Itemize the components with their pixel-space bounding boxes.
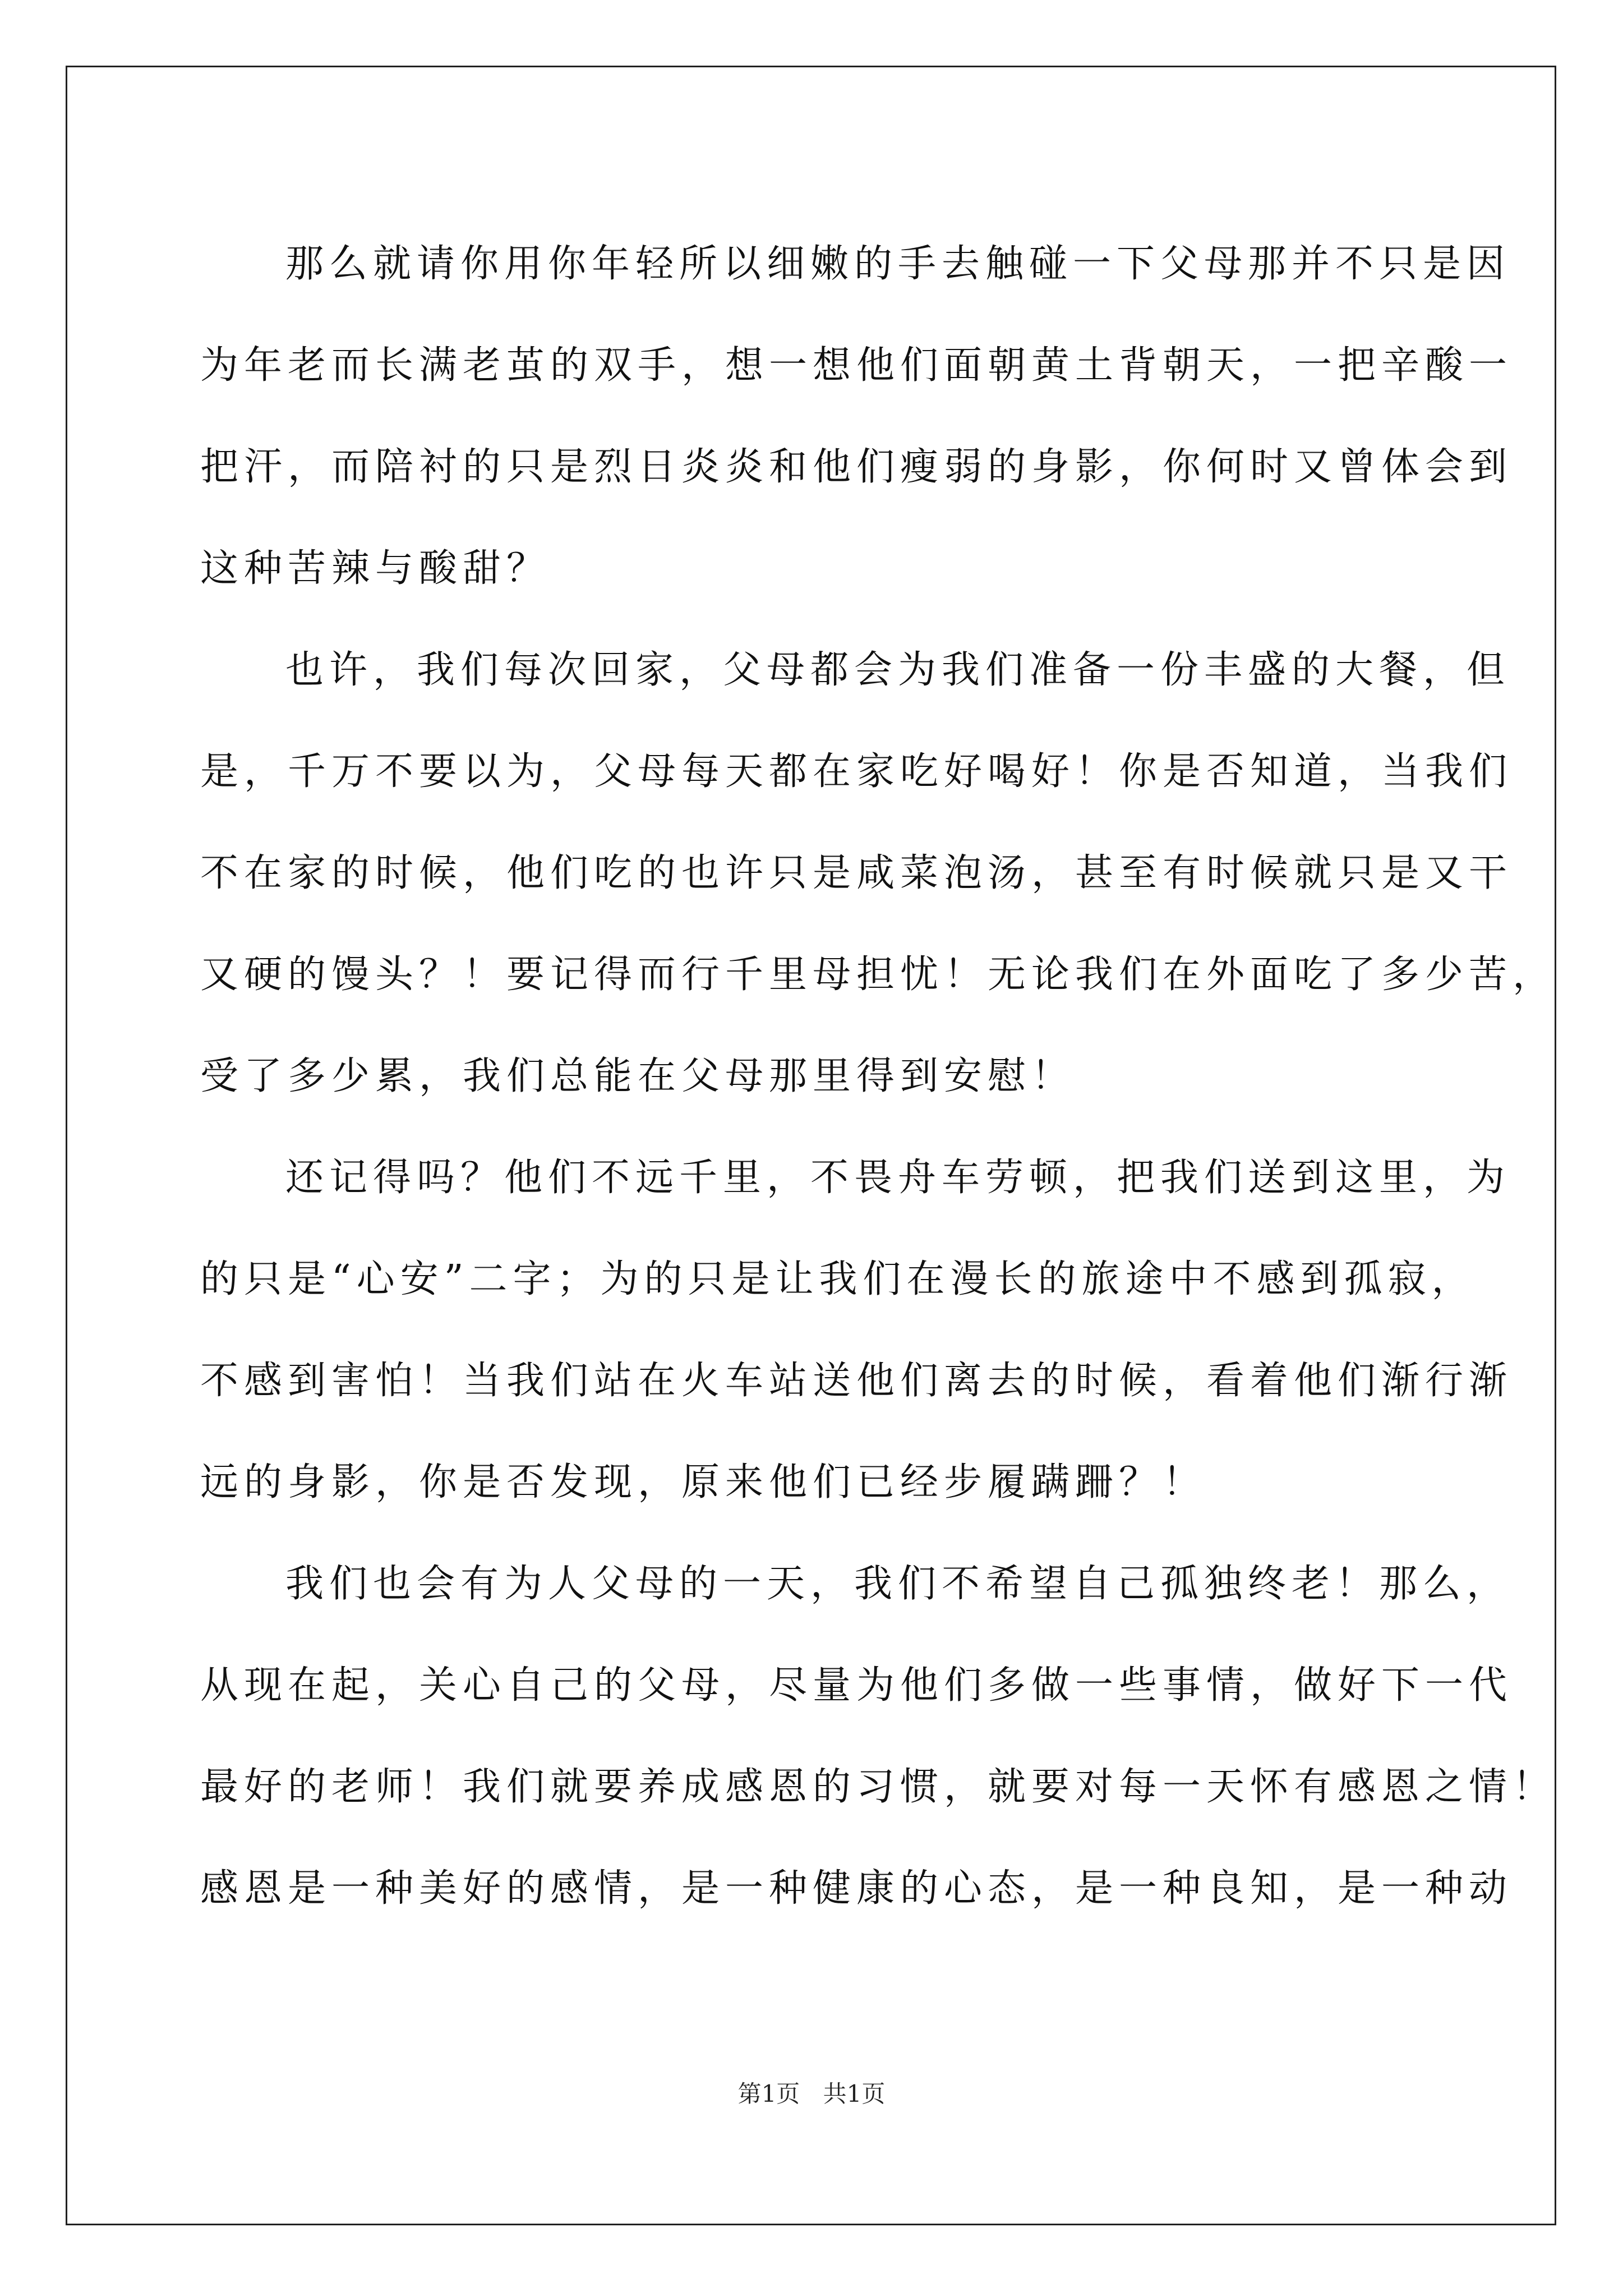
paragraph-line: 把汗，而陪衬的只是烈日炎炎和他们瘦弱的身影，你何时又曾体会到 [200, 445, 1513, 489]
paragraph-line: 是，千万不要以为，父母每天都在家吃好喝好！你是否知道，当我们 [200, 749, 1513, 794]
paragraph-line: 那么就请你用你年轻所以细嫩的手去触碰一下父母那并不只是因 [285, 242, 1511, 286]
paragraph-line: 的只是“心安”二字；为的只是让我们在漫长的旅途中不感到孤寂， [200, 1257, 1476, 1301]
paragraph-line: 不感到害怕！当我们站在火车站送他们离去的时候，看着他们渐行渐 [200, 1359, 1513, 1403]
paragraph-line: 最好的老师！我们就要养成感恩的习惯，就要对每一天怀有感恩之情！ [200, 1765, 1557, 1809]
page-number: 第1页 [737, 2080, 800, 2108]
paragraph-line: 从现在起，关心自己的父母，尽量为他们多做一些事情，做好下一代 [200, 1663, 1513, 1708]
paragraph-line: 也许，我们每次回家，父母都会为我们准备一份丰盛的大餐，但 [285, 648, 1511, 692]
paragraph-line: 受了多少累，我们总能在父母那里得到安慰！ [200, 1054, 1076, 1098]
paragraph-line: 远的身影，你是否发现，原来他们已经步履蹒跚？！ [200, 1460, 1207, 1504]
paragraph-line: 不在家的时候，他们吃的也许只是咸菜泡汤，甚至有时候就只是又干 [200, 851, 1513, 895]
paragraph-line: 这种苦辣与酸甜？ [200, 546, 551, 591]
document-body [200, 213, 1557, 1939]
paragraph-line: 还记得吗？他们不远千里，不畏舟车劳顿，把我们送到这里，为 [285, 1156, 1511, 1200]
page-total: 共1页 [823, 2080, 886, 2108]
page-footer [0, 2076, 1623, 2109]
paragraph-line: 又硬的馒头？！要记得而行千里母担忧！无论我们在外面吃了多少苦， [200, 953, 1557, 997]
paragraph-line: 我们也会有为人父母的一天，我们不希望自己孤独终老！那么， [285, 1562, 1511, 1606]
paragraph-line: 为年老而长满老茧的双手，想一想他们面朝黄土背朝天，一把辛酸一 [200, 343, 1513, 388]
paragraph-line: 感恩是一种美好的感情，是一种健康的心态，是一种良知，是一种动 [200, 1866, 1513, 1911]
